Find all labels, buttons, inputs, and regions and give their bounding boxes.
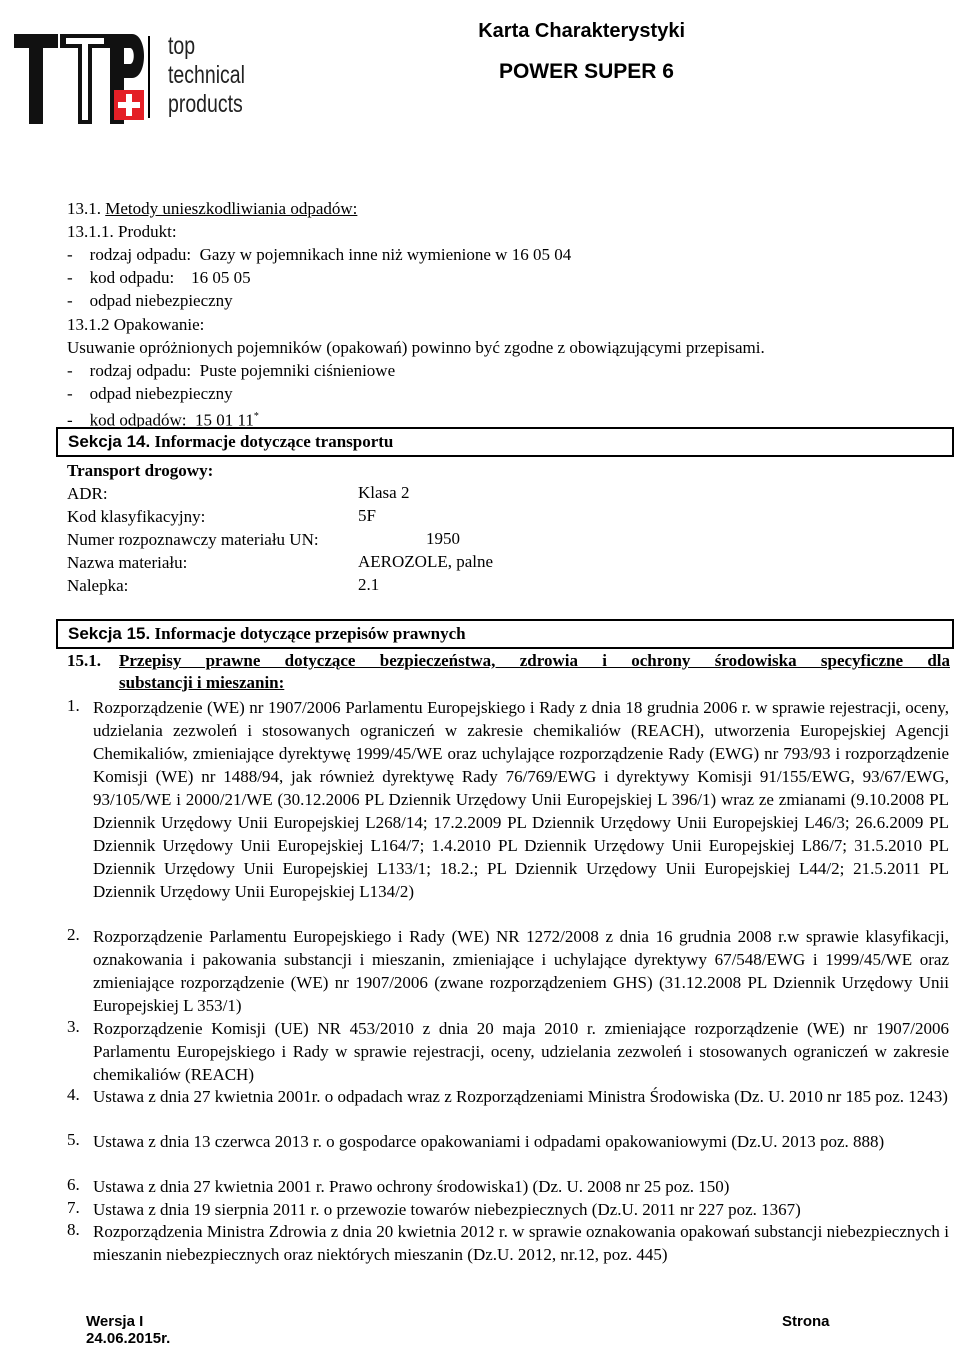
regulation-8-number: 8. (67, 1220, 80, 1239)
regulation-2-text: Rozporządzenie Parlamentu Europejskiego i Rady (WE) NR 1272/2008 z dnia 16 grudnia 2008 r.w sprawie klasyfikacji, oznakowania i pakowania substancji i mieszanin, zmieniające i uchylające dyrektywy 67/548/EWG i 1999/45/WE oraz zmieniające rozporządzenie (WE) nr 1907/2006 (zwane rozporządzeniem GHS) (31.12.2008 PL Dziennik Urzędowy Unii Europejskiej L 353/1) (93, 927, 949, 1015)
transport-title: Transport drogowy: (67, 461, 214, 480)
adr-value: Klasa 2 (358, 483, 410, 502)
label-label: Nalepka: (67, 576, 129, 595)
regulation-1-number: 1. (67, 696, 80, 715)
waste-type-packaging: - rodzaj odpadu: Puste pojemniki ciśnieniowe (67, 361, 396, 380)
material-name-value: AEROZOLE, palne (358, 552, 494, 571)
document-title: Karta Charakterystyki (478, 20, 685, 42)
regulation-4-text: Ustawa z dnia 27 kwietnia 2001r. o odpadach wraz z Rozporządzeniami Ministra Środowiska (Dz. U. 2010 nr 185 poz. 1243) (93, 1087, 948, 1106)
hazardous-waste-product: - odpad niebezpieczny (67, 291, 233, 310)
waste-type-product: - rodzaj odpadu: Gazy w pojemnikach inne niż wymienione w 16 05 04 (67, 245, 572, 264)
regulation-4-number: 4. (67, 1085, 80, 1104)
regulation-5-text: Ustawa z dnia 13 czerwca 2013 r. o gospodarce opakowaniami i odpadami opakowaniowymi (Dz.U. 2013 poz. 888) (93, 1132, 885, 1151)
regulation-2-number: 2. (67, 925, 80, 944)
section15-1-heading: 15.1. Przepisy prawne dotyczące bezpieczeństwa, zdrowia i ochrony środowiska specyficzne dla substancji i mieszanin: (67, 651, 950, 692)
packaging-subheading: 13.1.2 Opakowanie: (67, 315, 205, 334)
material-name-label: Nazwa materiału: (67, 553, 188, 572)
regulation-1-text: Rozporządzenie (WE) nr 1907/2006 Parlamentu Europejskiego i Rady z dnia 18 grudnia 2006 r. w sprawie rejestracji, oceny, udzielania zezwoleń i stosowanych ograniczeń w zakresie chemikaliów (REACH), utworzenia Europejskiej Agencji Chemikaliów, zmieniające dyrektywę 1999/45/WE oraz uchylające rozporządzenie Rady (EWG) nr 793/93 i rozporządzenie Komisji (WE) nr 1488/94, jak również dyrektywę Rady 76/769/EWG i dyrektywy Komisji 91/155/EWG, 93/67/EWG, 93/105/WE i 2000/21/WE (30.12.2006 PL Dziennik Urzędowy Unii Europejskiej L 396/1) wraz ze zmianami (9.10.2008 PL Dziennik Urzędowy Unii Europejskiej L268/14; 17.2.2009 PL Dziennik Urzędowy Unii Europejskiej L46/3; 26.6.2009 PL Dziennik Urzędowy Unii Europejskiej L164/7; 1.4.2010 PL Dziennik Urzędowy Unii Europejskiej L86/7; 31.5.2010 PL Dziennik Urzędowy Unii Europejskiej L133/1; 18.2.; PL Dziennik Urzędowy Unii Europejskiej L44/2; 21.5.2011 PL Dziennik Urzędowy Unii Europejskiej L134/2) (93, 698, 949, 901)
waste-code-product: - kod odpadu: 16 05 05 (67, 268, 251, 287)
logo-wordmark: top technical products (168, 32, 245, 118)
regulation-6-text: Ustawa z dnia 27 kwietnia 2001 r. Prawo ochrony środowiska1) (Dz. U. 2008 nr 25 poz. 150) (93, 1177, 730, 1196)
section14-header: Sekcja 14. Informacje dotyczące transportu (56, 427, 954, 457)
footer-version: Wersja I (86, 1313, 144, 1330)
classification-code-value: 5F (358, 506, 376, 525)
footer-date: 24.06.2015r. (86, 1330, 171, 1347)
product-name: POWER SUPER 6 (498, 60, 674, 83)
regulation-3-number: 3. (67, 1017, 80, 1036)
un-number-value: 1950 (426, 529, 460, 548)
regulation-3-text: Rozporządzenie Komisji (UE) NR 453/2010 z dnia 20 maja 2010 r. zmieniające rozporządzenie (WE) nr 1907/2006 Parlamentu Europejskiego i Rady w sprawie rejestracji, oceny, udzielania zezwoleń i stosowanych ograniczeń w zakresie chemikaliów (REACH) (93, 1019, 949, 1084)
classification-code-label: Kod klasyfikacyjny: (67, 507, 206, 526)
regulation-7-text: Ustawa z dnia 19 sierpnia 2011 r. o przewozie towarów niebezpiecznych (Dz.U. 2011 nr 227 poz. 1367) (93, 1200, 801, 1219)
waste-code-packaging: - kod odpadów: 15 01 11* (67, 410, 259, 430)
regulation-5-number: 5. (67, 1130, 80, 1149)
regulation-8-text: Rozporządzenia Ministra Zdrowia z dnia 20 kwietnia 2012 r. w sprawie oznakowania opakowań substancji niebezpiecznych i mieszanin niebezpiecznych oraz niektórych mieszanin (Dz.U. 2012, nr.12, poz. 445) (93, 1222, 949, 1264)
section13-heading: 13.1. Metody unieszkodliwiania odpadów: (67, 199, 358, 218)
product-subheading: 13.1.1. Produkt: (67, 222, 177, 241)
hazardous-waste-packaging: - odpad niebezpieczny (67, 384, 233, 403)
un-number-label: Numer rozpoznawczy materiału UN: (67, 530, 319, 549)
section13-heading-title: Metody unieszkodliwiania odpadów: (105, 199, 358, 218)
adr-label: ADR: (67, 484, 108, 503)
regulation-6-number: 6. (67, 1175, 80, 1194)
footer-page: Strona (782, 1313, 830, 1330)
packaging-disposal-text: Usuwanie opróżnionych pojemników (opakowań) powinno być zgodne z obowiązującymi przepisami. (67, 338, 765, 357)
section15-header: Sekcja 15. Informacje dotyczące przepisów prawnych (56, 619, 954, 649)
regulation-7-number: 7. (67, 1198, 80, 1217)
logo-divider (148, 36, 150, 118)
label-value: 2.1 (358, 575, 380, 594)
